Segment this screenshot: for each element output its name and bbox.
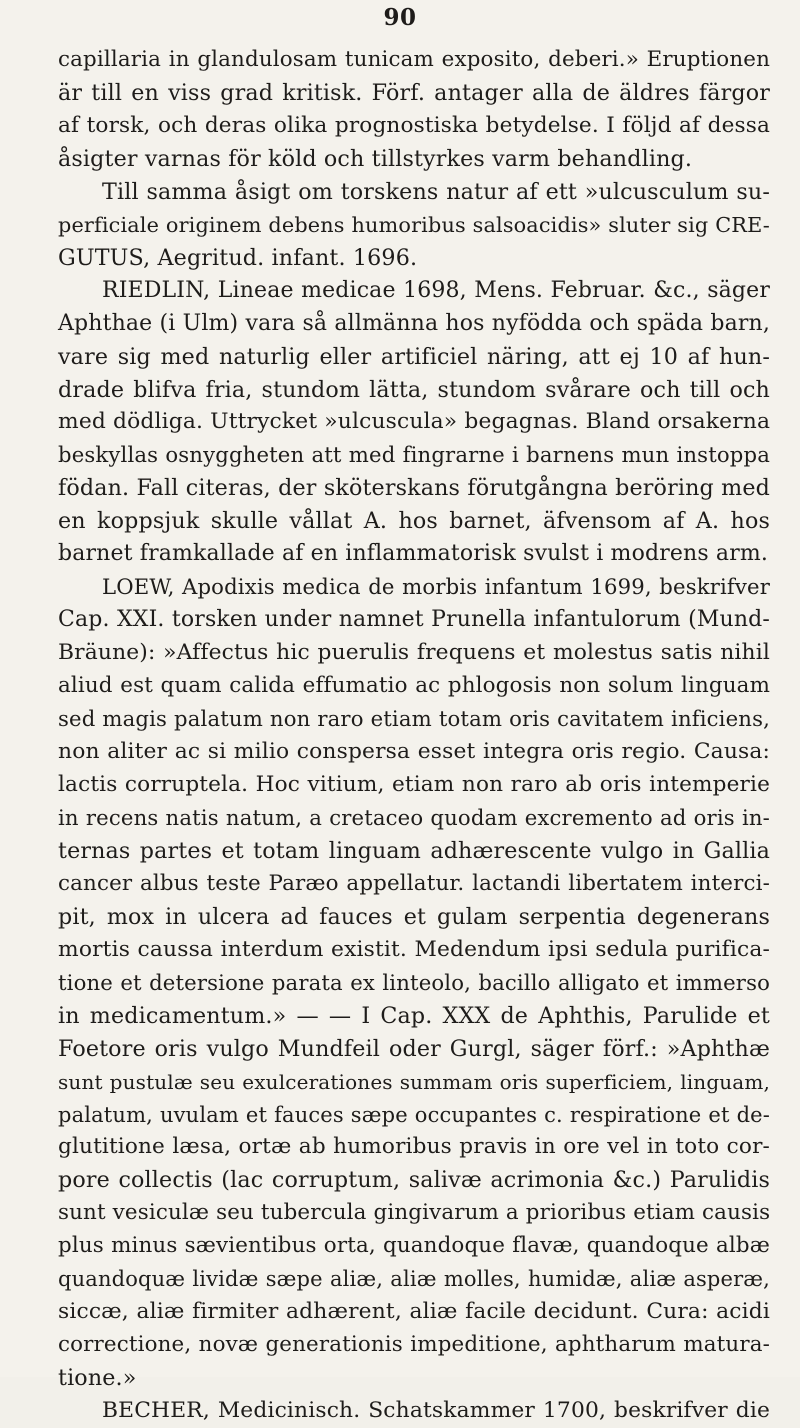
- text-line: tione.»: [58, 1365, 137, 1392]
- text-line: mortis caussa interdum existit. Medendum ipsi sedula purifica-: [58, 936, 770, 962]
- text-line: Bräune): »Affectus hic puerulis frequens et molestus satis nihil: [58, 640, 770, 666]
- text-line: af torsk, och deras olika prognostiska betydelse. I följd af dessa: [58, 112, 770, 138]
- text-line: plus minus sævientibus orta, quandoque flavæ, quandoque albæ: [58, 1233, 770, 1259]
- text-line: en koppsjuk skulle vållat A. hos barnet, äfvensom af A. hos: [58, 508, 770, 535]
- text-line: barnet framkallade af en inflammatorisk svulst i modrens arm.: [58, 541, 769, 567]
- text-line: capillaria in glandulosam tunicam exposito, deberi.» Eruptionen: [58, 47, 770, 72]
- text-line: sed magis palatum non raro etiam totam oris cavitatem inficiens,: [58, 706, 770, 732]
- text-line: non aliter ac si milio conspersa esset integra oris regio. Causa:: [58, 739, 770, 765]
- text-line: drade blifva fria, stundom lätta, stundom svårare och till och: [58, 376, 770, 403]
- text-line: siccæ, aliæ firmiter adhærent, aliæ facile decidunt. Cura: acidi: [58, 1299, 770, 1325]
- text-line: sunt pustulæ seu exulcerationes summam oris superficiem, linguam,: [58, 1069, 770, 1094]
- text-line: är till en viss grad kritisk. Förf. antager alla de äldres färgor: [58, 79, 770, 106]
- text-line: correctione, novæ generationis impeditione, aphtharum matura-: [58, 1332, 770, 1358]
- text-line: pit, mox in ulcera ad fauces et gulam serpentia degenerans: [58, 903, 770, 930]
- text-line: glutitione læsa, ortæ ab humoribus pravis in ore vel in toto cor-: [58, 1134, 770, 1160]
- text-line: beskyllas osnyggheten att med fingrarne i barnens mun instoppa: [58, 442, 770, 468]
- text-line: quandoquæ lividæ sæpe aliæ, aliæ molles, humidæ, aliæ asperæ,: [58, 1267, 770, 1292]
- text-line: födan. Fall citeras, der sköterskans förutgångna beröring med: [58, 475, 770, 502]
- text-line: pore collectis (lac corruptum, salivæ acrimonia &c.) Parulidis: [58, 1167, 770, 1194]
- text-line: vare sig med naturlig eller artificiel näring, att ej 10 af hun-: [58, 343, 770, 370]
- text-line: Foetore oris vulgo Mundfeil oder Gurgl, säger förf.: »Aphthæ: [58, 1035, 770, 1062]
- text-line: Aphthae (i Ulm) vara så allmänna hos nyfödda och späda barn,: [58, 310, 770, 336]
- text-line: BECHER, Medicinisch. Schatskammer 1700, beskrifver die: [102, 1398, 770, 1424]
- text-line: Till samma åsigt om torskens natur af ett »ulcusculum su-: [102, 178, 770, 205]
- text-line: RIEDLIN, Lineae medicae 1698, Mens. Februar. &c., säger: [102, 277, 770, 303]
- text-line: in medicamentum.» — — I Cap. XXX de Aphthis, Parulide et: [58, 1002, 770, 1029]
- text-line: GUTUS, Aegritud. infant. 1696.: [58, 244, 418, 271]
- text-line: lactis corruptela. Hoc vitium, etiam non raro ab oris intemperie: [58, 771, 770, 797]
- text-line: ternas partes et totam linguam adhærescente vulgo in Gallia: [58, 837, 770, 864]
- text-line: aliud est quam calida effumatio ac phlogosis non solum linguam: [58, 673, 770, 699]
- text-line: tione et detersione parata ex linteolo, bacillo alligato et immerso: [58, 969, 770, 995]
- body-text: [58, 44, 770, 1428]
- text-line: cancer albus teste Paræo appellatur. lactandi libertatem interci-: [58, 870, 770, 896]
- text-line: sunt vesiculæ seu tubercula gingivarum a prioribus etiam causis: [58, 1200, 771, 1226]
- page-number: 90: [383, 4, 417, 31]
- text-line: perficiale originem debens humoribus salsoacidis» sluter sig CRE-: [58, 212, 770, 237]
- text-line: med dödliga. Uttrycket »ulcuscula» begagnas. Bland orsakerna: [58, 409, 771, 435]
- text-line: Cap. XXI. torsken under namnet Prunella infantulorum (Mund-: [58, 607, 770, 633]
- text-line: åsigter varnas för köld och tillstyrkes varm behandling.: [58, 145, 693, 172]
- text-line: palatum, uvulam et fauces sæpe occupantes c. respiratione et de-: [58, 1102, 770, 1127]
- text-line: LOEW, Apodixis medica de morbis infantum 1699, beskrifver: [102, 574, 770, 600]
- text-line: in recens natis natum, a cretaceo quodam excremento ad oris in-: [58, 804, 770, 830]
